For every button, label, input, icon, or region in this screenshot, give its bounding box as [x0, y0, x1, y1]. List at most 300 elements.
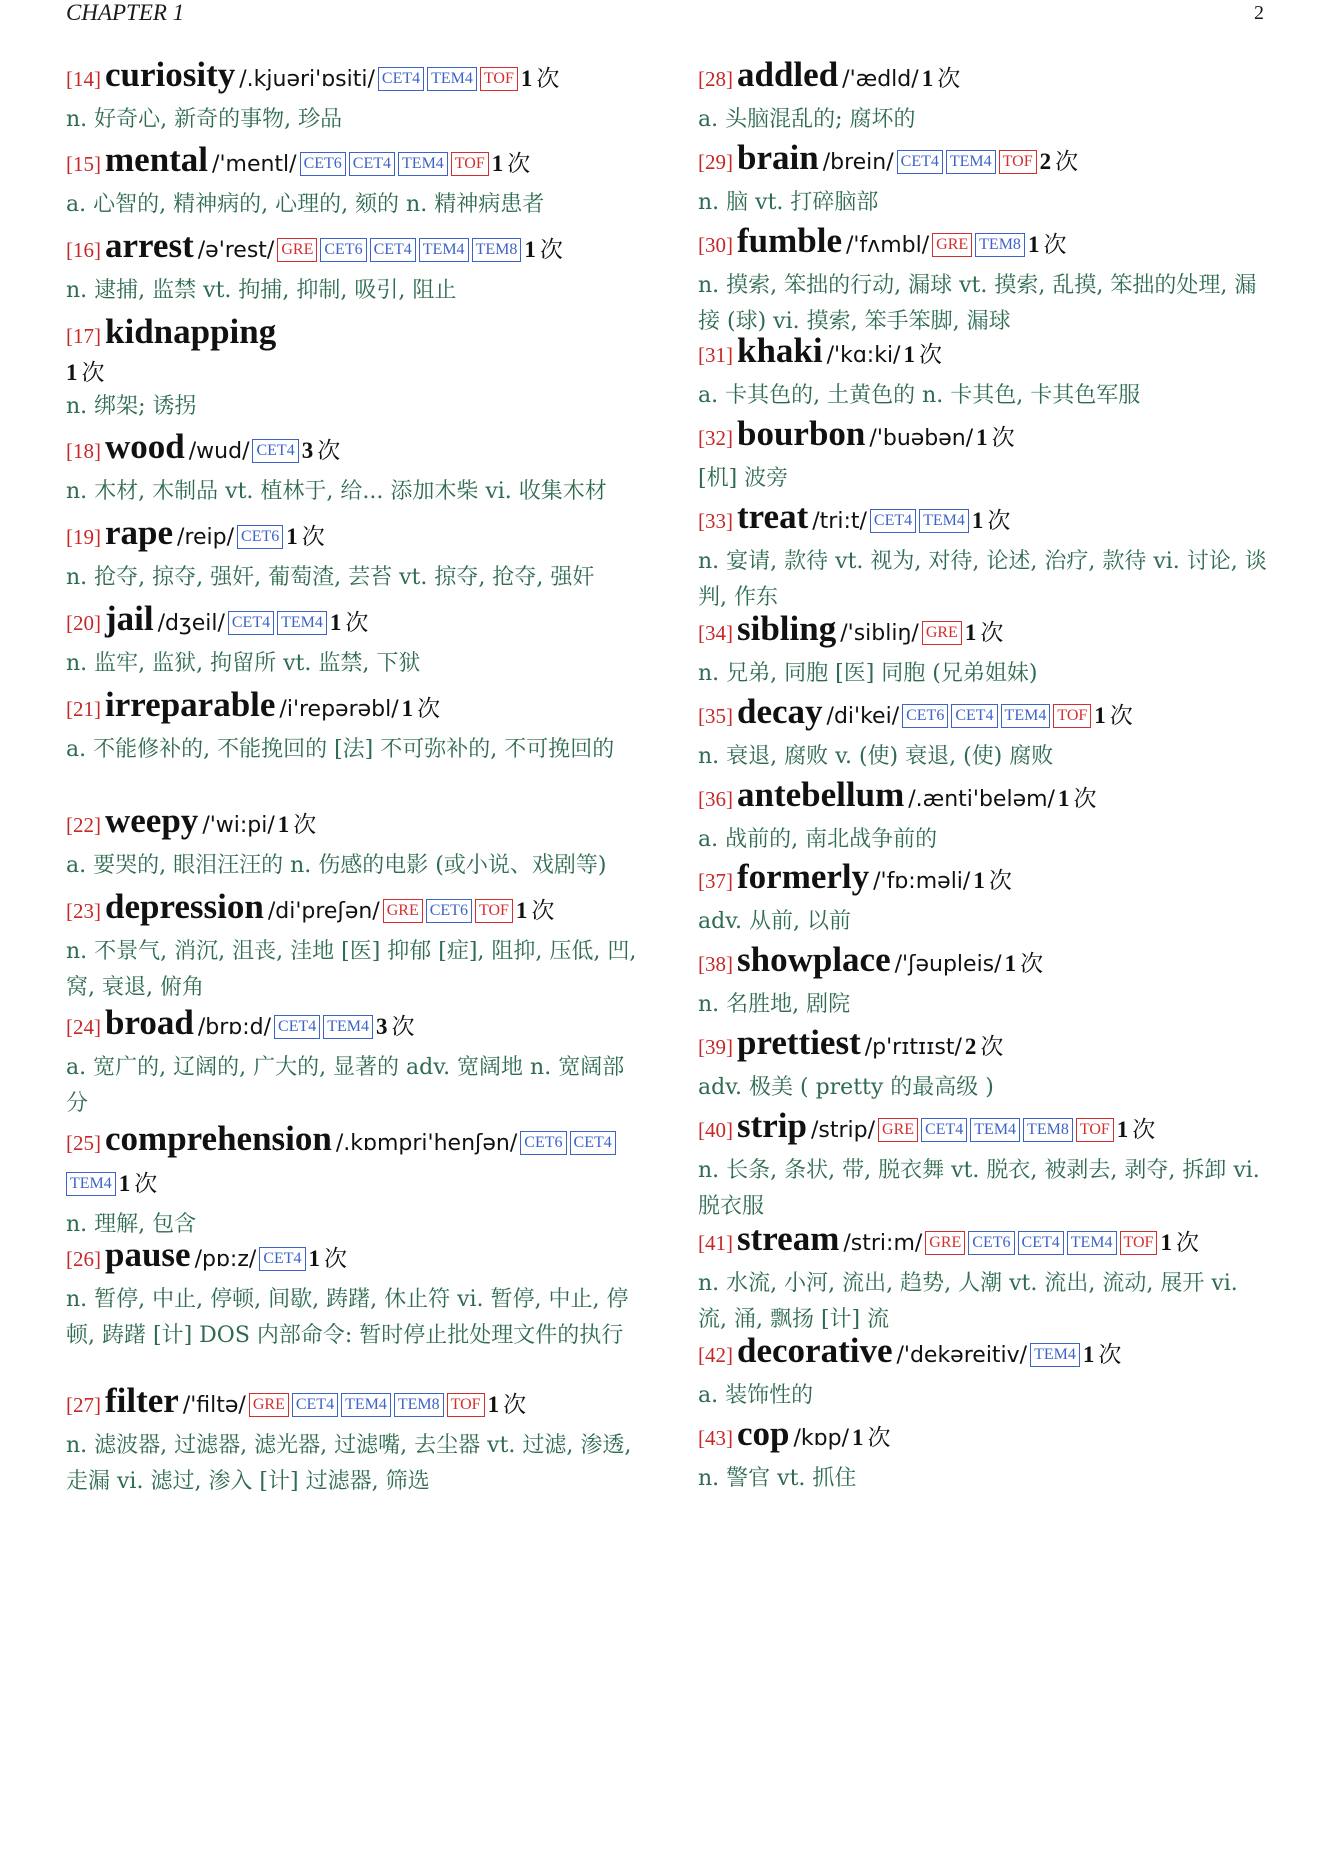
frequency	[852, 1425, 891, 1450]
vocab-entry	[698, 222, 1272, 340]
headword: bourbon	[737, 414, 866, 453]
frequency-unit: 次	[991, 425, 1015, 450]
headword: broad	[105, 1003, 194, 1042]
frequency-count: 1	[491, 151, 504, 176]
frequency-unit: 次	[1043, 232, 1067, 257]
frequency-count: 1	[973, 868, 985, 893]
frequency-count: 1	[1116, 1117, 1129, 1142]
vocab-entry	[698, 1332, 1272, 1414]
frequency	[524, 237, 563, 262]
entry-headline	[698, 415, 1272, 460]
entry-headline	[698, 222, 1272, 267]
phonetic: /brɒ:d/	[197, 1015, 272, 1040]
exam-tag-badge: CET6	[237, 525, 283, 549]
phonetic: /.kjuəri'ɒsiti/	[239, 67, 375, 92]
headword: sibling	[737, 609, 837, 648]
phonetic: /pɒ:z/	[194, 1247, 257, 1272]
definition: a. 卡其色的, 土黄色的 n. 卡其色, 卡其色军服	[698, 383, 1141, 408]
entry-headline	[698, 1415, 1272, 1460]
frequency-unit: 次	[317, 438, 341, 463]
frequency-count: 1	[976, 425, 988, 450]
frequency-count: 1	[401, 696, 414, 721]
frequency	[973, 868, 1012, 893]
exam-tag-badge: CET6	[520, 1131, 566, 1155]
phonetic: /.ænti'beləm/	[908, 787, 1055, 812]
frequency-unit: 次	[867, 1425, 891, 1450]
exam-tag-badge: TEM8	[975, 233, 1025, 257]
frequency-unit: 次	[391, 1014, 415, 1039]
phonetic: /dʒeil/	[157, 611, 225, 636]
frequency	[922, 66, 961, 91]
exam-tag-badge: CET6	[300, 152, 346, 176]
frequency-unit: 次	[1109, 703, 1133, 728]
exam-tag-badge: TEM4	[970, 1118, 1020, 1142]
definition: n. 脑 vt. 打碎脑部	[698, 190, 879, 215]
entry-headline	[698, 858, 1272, 903]
chapter-header: CHAPTER 1	[66, 0, 185, 25]
frequency-count: 1	[971, 508, 984, 533]
frequency-unit: 次	[1020, 951, 1044, 976]
phonetic: /p'rɪtɪɪst/	[864, 1035, 962, 1060]
phonetic: /'sibliŋ/	[840, 621, 919, 646]
exam-tag-badge: TEM8	[472, 238, 522, 262]
phonetic: /'fʌmbl/	[846, 233, 930, 258]
entry-headline	[698, 139, 1272, 184]
frequency-count: 1	[1094, 703, 1106, 728]
exam-tag-badge: TEM4	[1067, 1231, 1117, 1255]
frequency-count: 2	[964, 1034, 977, 1059]
vocab-entry	[66, 600, 640, 682]
vocab-entry	[66, 1382, 640, 1500]
headword: cop	[737, 1414, 790, 1453]
vocab-entry	[698, 1024, 1272, 1106]
vocab-entry	[66, 888, 640, 1006]
frequency-count: 1	[487, 1392, 500, 1417]
entry-headline	[66, 514, 640, 559]
exam-tag-badge: TOF	[475, 899, 513, 923]
entry-number: [20]	[66, 611, 101, 635]
frequency-unit: 次	[293, 812, 317, 837]
vocab-entry	[698, 693, 1272, 775]
exam-tag-badge: CET6	[968, 1231, 1014, 1255]
definition: a. 宽广的, 辽阔的, 广大的, 显著的 adv. 宽阔地 n. 宽阔部分	[66, 1055, 625, 1116]
entry-number: [38]	[698, 952, 733, 976]
vocab-entry	[66, 227, 640, 309]
headword: weepy	[105, 801, 199, 840]
frequency-unit: 次	[503, 1392, 527, 1417]
vocab-entry	[698, 776, 1272, 858]
definition: a. 要哭的, 眼泪汪汪的 n. 伤感的电影 (或小说、戏剧等)	[66, 853, 607, 878]
definition: n. 逮捕, 监禁 vt. 拘捕, 抑制, 吸引, 阻止	[66, 278, 457, 303]
frequency-unit: 次	[1175, 1230, 1199, 1255]
exam-tag-badge: TEM4	[398, 152, 448, 176]
entry-headline	[66, 1382, 640, 1427]
headword: brain	[737, 138, 819, 177]
headword: fumble	[737, 221, 842, 260]
entry-headline	[698, 332, 1272, 377]
exam-tag-badge: TOF	[999, 150, 1037, 174]
entry-number: [23]	[66, 899, 101, 923]
vocab-entry	[66, 56, 640, 138]
exam-tag-badge: CET4	[897, 150, 943, 174]
frequency	[903, 342, 942, 367]
vocab-entry	[698, 1220, 1272, 1338]
vocab-entry	[698, 1415, 1272, 1497]
exam-tag-badge: CET4	[274, 1015, 320, 1039]
vocab-entry	[66, 514, 640, 596]
entry-number: [15]	[66, 152, 101, 176]
frequency	[278, 812, 317, 837]
exam-tag-badge: TEM4	[427, 67, 477, 91]
frequency-unit: 次	[987, 508, 1011, 533]
phonetic: /di'kei/	[826, 704, 900, 729]
exam-tag-badge: TEM4	[419, 238, 469, 262]
exam-tag-badge: GRE	[383, 899, 423, 923]
exam-tag-badge: GRE	[925, 1231, 965, 1255]
headword: arrest	[105, 226, 194, 265]
exam-tag-badge: CET6	[426, 899, 472, 923]
exam-tag-badge: CET4	[252, 439, 298, 463]
phonetic: /di'preʃən/	[267, 899, 380, 924]
frequency-unit: 次	[531, 898, 555, 923]
frequency-count: 1	[329, 610, 342, 635]
phonetic: /brein/	[822, 150, 894, 175]
entry-headline	[66, 1004, 640, 1049]
frequency	[309, 1246, 348, 1271]
entry-headline	[66, 227, 640, 272]
entry-headline	[66, 888, 640, 933]
definition: adv. 从前, 以前	[698, 909, 851, 934]
frequency	[330, 610, 369, 635]
frequency-count: 1	[118, 1171, 131, 1196]
vocab-entry	[698, 139, 1272, 221]
phonetic: /'kɑ:ki/	[826, 343, 901, 368]
frequency-unit: 次	[1073, 786, 1097, 811]
definition: n. 监牢, 监狱, 拘留所 vt. 监禁, 下狱	[66, 651, 421, 676]
frequency-unit: 次	[81, 360, 105, 385]
exam-tag-badge: GRE	[922, 621, 962, 645]
exam-tag-badge: CET4	[870, 509, 916, 533]
exam-tag-badge: CET4	[951, 704, 997, 728]
vocab-entry	[698, 56, 1272, 138]
frequency-count: 1	[903, 342, 915, 367]
phonetic: /'wi:pi/	[202, 813, 275, 838]
exam-tag-badge: TOF	[1076, 1118, 1114, 1142]
exam-tag-badge: CET6	[320, 238, 366, 262]
definition: n. 警官 vt. 抓住	[698, 1466, 857, 1491]
phonetic: /stri:m/	[843, 1231, 923, 1256]
exam-tag-badge: GRE	[878, 1118, 918, 1142]
entry-headline	[698, 1220, 1272, 1265]
entry-headline	[66, 1236, 640, 1281]
frequency	[302, 438, 341, 463]
frequency-unit: 次	[980, 620, 1004, 645]
definition: [机] 波旁	[698, 466, 789, 491]
phonetic: /tri:t/	[812, 509, 867, 534]
phonetic: /.kɒmpri'henʃən/	[335, 1131, 518, 1156]
entry-number: [31]	[698, 343, 733, 367]
frequency-unit: 次	[417, 696, 441, 721]
definition: n. 兄弟, 同胞 [医] 同胞 (兄弟姐妹)	[698, 661, 1038, 686]
exam-tag-badge: GRE	[277, 238, 317, 262]
entry-number: [21]	[66, 697, 101, 721]
frequency-count: 1	[1082, 1342, 1095, 1367]
entry-number: [26]	[66, 1247, 101, 1271]
entry-headline	[698, 1024, 1272, 1069]
vocab-entry	[698, 498, 1272, 616]
headword: irreparable	[105, 685, 276, 724]
headword: decay	[737, 692, 823, 731]
vocab-entry	[698, 1107, 1272, 1225]
entry-number: [17]	[66, 324, 101, 348]
frequency	[1094, 703, 1133, 728]
frequency-count: 1	[964, 620, 977, 645]
headword: antebellum	[737, 775, 905, 814]
frequency-count: 1	[286, 524, 298, 549]
vocab-entry	[698, 610, 1272, 692]
entry-headline	[698, 498, 1272, 543]
entry-number: [35]	[698, 704, 733, 728]
frequency-unit: 次	[937, 66, 961, 91]
exam-tag-badge: CET4	[259, 1247, 305, 1271]
vocab-entry	[66, 1004, 640, 1122]
entry-number: [24]	[66, 1015, 101, 1039]
definition: a. 装饰性的	[698, 1383, 814, 1408]
frequency	[376, 1014, 415, 1039]
definition: n. 绑架; 诱拐	[66, 394, 197, 419]
entry-number: [29]	[698, 150, 733, 174]
definition: a. 战前的, 南北战争前的	[698, 827, 938, 852]
exam-tag-badge: TOF	[1120, 1231, 1158, 1255]
frequency-count: 1	[921, 66, 934, 91]
frequency-count: 1	[1057, 786, 1070, 811]
entry-number: [14]	[66, 67, 101, 91]
entry-number: [41]	[698, 1231, 733, 1255]
frequency	[965, 1034, 1004, 1059]
definition: n. 抢夺, 掠夺, 强奸, 葡萄渣, 芸苔 vt. 掠夺, 抢夺, 强奸	[66, 565, 595, 590]
entry-number: [42]	[698, 1343, 733, 1367]
definition: n. 不景气, 消沉, 沮丧, 洼地 [医] 抑郁 [症], 阻抑, 压低, 凹, 窝, 衰退, 俯角	[66, 939, 637, 1000]
vocab-entry	[66, 686, 640, 768]
frequency	[402, 696, 441, 721]
entry-number: [16]	[66, 238, 101, 262]
definition: adv. 极美 ( pretty 的最高级 )	[698, 1075, 994, 1100]
headword: prettiest	[737, 1023, 861, 1062]
entry-headline	[66, 428, 640, 473]
phonetic: /'buəbən/	[869, 426, 974, 451]
entry-headline	[698, 610, 1272, 655]
definition: a. 心智的, 精神病的, 心理的, 颏的 n. 精神病患者	[66, 192, 545, 217]
exam-tag-badge: TEM4	[946, 150, 996, 174]
entry-headline	[66, 600, 640, 645]
exam-tag-badge: GRE	[932, 233, 972, 257]
frequency	[286, 524, 325, 549]
exam-tag-badge: CET4	[570, 1131, 616, 1155]
frequency-count: 1	[520, 66, 533, 91]
entry-number: [18]	[66, 439, 101, 463]
headword: wood	[105, 427, 185, 466]
vocab-entry	[66, 1120, 640, 1243]
vocab-entry	[698, 941, 1272, 1023]
frequency-unit: 次	[536, 66, 560, 91]
headword: khaki	[737, 331, 823, 370]
frequency-count: 1	[308, 1246, 321, 1271]
headword: mental	[105, 140, 209, 179]
frequency	[66, 358, 640, 388]
exam-tag-badge: CET4	[370, 238, 416, 262]
headword: formerly	[737, 857, 870, 896]
phonetic: /reip/	[177, 525, 235, 550]
phonetic: /'fɒ:məli/	[873, 869, 971, 894]
frequency-count: 1	[524, 237, 536, 262]
definition: n. 宴请, 款待 vt. 视为, 对待, 论述, 治疗, 款待 vi. 讨论, 谈判, 作东	[698, 549, 1267, 610]
vocab-entry	[698, 415, 1272, 497]
frequency-count: 1	[1027, 232, 1040, 257]
exam-tag-badge: TEM4	[1001, 704, 1051, 728]
frequency-count: 1	[1160, 1230, 1172, 1255]
headword: rape	[105, 513, 174, 552]
exam-tag-badge: CET4	[921, 1118, 967, 1142]
frequency-unit: 次	[980, 1034, 1004, 1059]
frequency	[521, 66, 560, 91]
entry-number: [28]	[698, 67, 733, 91]
frequency	[1058, 786, 1097, 811]
frequency-unit: 次	[1055, 149, 1079, 174]
definition: a. 不能修补的, 不能挽回的 [法] 不可弥补的, 不可挽回的	[66, 737, 615, 762]
definition: n. 名胜地, 剧院	[698, 992, 851, 1017]
entry-number: [37]	[698, 869, 733, 893]
frequency-unit: 次	[507, 151, 531, 176]
headword: comprehension	[105, 1119, 332, 1158]
frequency-unit: 次	[345, 610, 369, 635]
entry-headline	[698, 1332, 1272, 1377]
headword: stream	[737, 1219, 840, 1258]
headword: jail	[105, 599, 154, 638]
definition: n. 长条, 条状, 带, 脱衣舞 vt. 脱衣, 被剥去, 剥夺, 拆卸 vi. 脱衣服	[698, 1158, 1260, 1219]
exam-tag-badge: TOF	[1053, 704, 1091, 728]
entry-headline	[66, 1120, 640, 1206]
definition: n. 衰退, 腐败 v. (使) 衰退, (使) 腐败	[698, 744, 1054, 769]
headword: showplace	[737, 940, 891, 979]
entry-number: [34]	[698, 621, 733, 645]
entry-headline	[698, 693, 1272, 738]
headword: filter	[105, 1381, 179, 1420]
entry-headline	[66, 313, 640, 388]
frequency	[1117, 1117, 1156, 1142]
frequency-unit: 次	[1098, 1342, 1122, 1367]
entry-headline	[66, 56, 640, 101]
headword: treat	[737, 497, 809, 536]
frequency	[516, 898, 555, 923]
entry-number: [43]	[698, 1426, 733, 1450]
entry-number: [40]	[698, 1118, 733, 1142]
exam-tag-badge: TEM4	[1030, 1343, 1080, 1367]
phonetic: /'ædld/	[842, 67, 919, 92]
entry-headline	[66, 141, 640, 186]
phonetic: /strip/	[811, 1118, 876, 1143]
exam-tag-badge: CET4	[228, 611, 274, 635]
frequency	[1160, 1230, 1199, 1255]
entry-number: [19]	[66, 525, 101, 549]
definition: n. 滤波器, 过滤器, 滤光器, 过滤嘴, 去尘器 vt. 过滤, 渗透, 走漏 vi. 滤过, 渗入 [计] 过滤器, 筛选	[66, 1433, 632, 1494]
frequency-unit: 次	[301, 524, 325, 549]
vocab-entry	[698, 332, 1272, 414]
exam-tag-badge: CET4	[349, 152, 395, 176]
entry-headline	[698, 56, 1272, 101]
phonetic: /wud/	[188, 439, 250, 464]
frequency-count: 1	[852, 1425, 864, 1450]
exam-tag-badge: TOF	[451, 152, 489, 176]
frequency-count: 1	[277, 812, 290, 837]
vocab-entry	[66, 313, 640, 425]
frequency	[1083, 1342, 1122, 1367]
exam-tag-badge: TEM4	[341, 1393, 391, 1417]
vocab-entry	[66, 802, 640, 884]
definition: n. 好奇心, 新奇的事物, 珍品	[66, 107, 343, 132]
definition: n. 暂停, 中止, 停顿, 间歇, 踌躇, 休止符 vi. 暂停, 中止, 停顿, 踌躇 [计] DOS 内部命令: 暂时停止批处理文件的执行	[66, 1287, 629, 1348]
frequency-count: 3	[301, 438, 314, 463]
phonetic: /i'repərəbl/	[279, 697, 399, 722]
frequency	[1028, 232, 1067, 257]
frequency	[1005, 951, 1044, 976]
frequency-count: 1	[515, 898, 528, 923]
exam-tag-badge: TOF	[447, 1393, 485, 1417]
frequency	[488, 1392, 527, 1417]
definition: n. 摸索, 笨拙的行动, 漏球 vt. 摸索, 乱摸, 笨拙的处理, 漏接 (球) vi. 摸索, 笨手笨脚, 漏球	[698, 273, 1257, 334]
definition: n. 水流, 小河, 流出, 趋势, 人潮 vt. 流出, 流动, 展开 vi. 流, 涌, 飘扬 [计] 流	[698, 1271, 1238, 1332]
exam-tag-badge: TEM8	[394, 1393, 444, 1417]
frequency	[1040, 149, 1079, 174]
frequency	[492, 151, 531, 176]
exam-tag-badge: TEM4	[66, 1172, 116, 1196]
exam-tag-badge: CET4	[1018, 1231, 1064, 1255]
headword: strip	[737, 1106, 807, 1145]
entry-number: [25]	[66, 1131, 101, 1155]
headword: addled	[737, 55, 839, 94]
entry-headline	[698, 1107, 1272, 1152]
frequency-count: 3	[376, 1014, 388, 1039]
vocab-entry	[66, 428, 640, 510]
entry-number: [22]	[66, 813, 101, 837]
phonetic: /ə'rest/	[197, 238, 275, 263]
exam-tag-badge: CET6	[902, 704, 948, 728]
frequency-count: 1	[1004, 951, 1017, 976]
headword: decorative	[737, 1331, 893, 1370]
exam-tag-badge: CET4	[292, 1393, 338, 1417]
definition: n. 理解, 包含	[66, 1212, 197, 1237]
frequency-unit: 次	[539, 237, 563, 262]
phonetic: /kɒp/	[793, 1426, 849, 1451]
phonetic: /'mentl/	[212, 152, 297, 177]
exam-tag-badge: TEM8	[1023, 1118, 1073, 1142]
headword: pause	[105, 1235, 191, 1274]
entry-headline	[66, 686, 640, 731]
phonetic: /'filtə/	[182, 1393, 246, 1418]
frequency-unit: 次	[134, 1171, 158, 1196]
frequency-unit: 次	[988, 868, 1012, 893]
page-number: 2	[1254, 2, 1264, 24]
phonetic: /'dekəreitiv/	[896, 1343, 1028, 1368]
frequency-unit: 次	[918, 342, 942, 367]
entry-headline	[66, 802, 640, 847]
frequency	[119, 1171, 158, 1196]
exam-tag-badge: TEM4	[919, 509, 969, 533]
entry-headline	[698, 941, 1272, 986]
exam-tag-badge: TEM4	[277, 611, 327, 635]
frequency-unit: 次	[324, 1246, 348, 1271]
entry-number: [32]	[698, 426, 733, 450]
frequency	[976, 425, 1015, 450]
